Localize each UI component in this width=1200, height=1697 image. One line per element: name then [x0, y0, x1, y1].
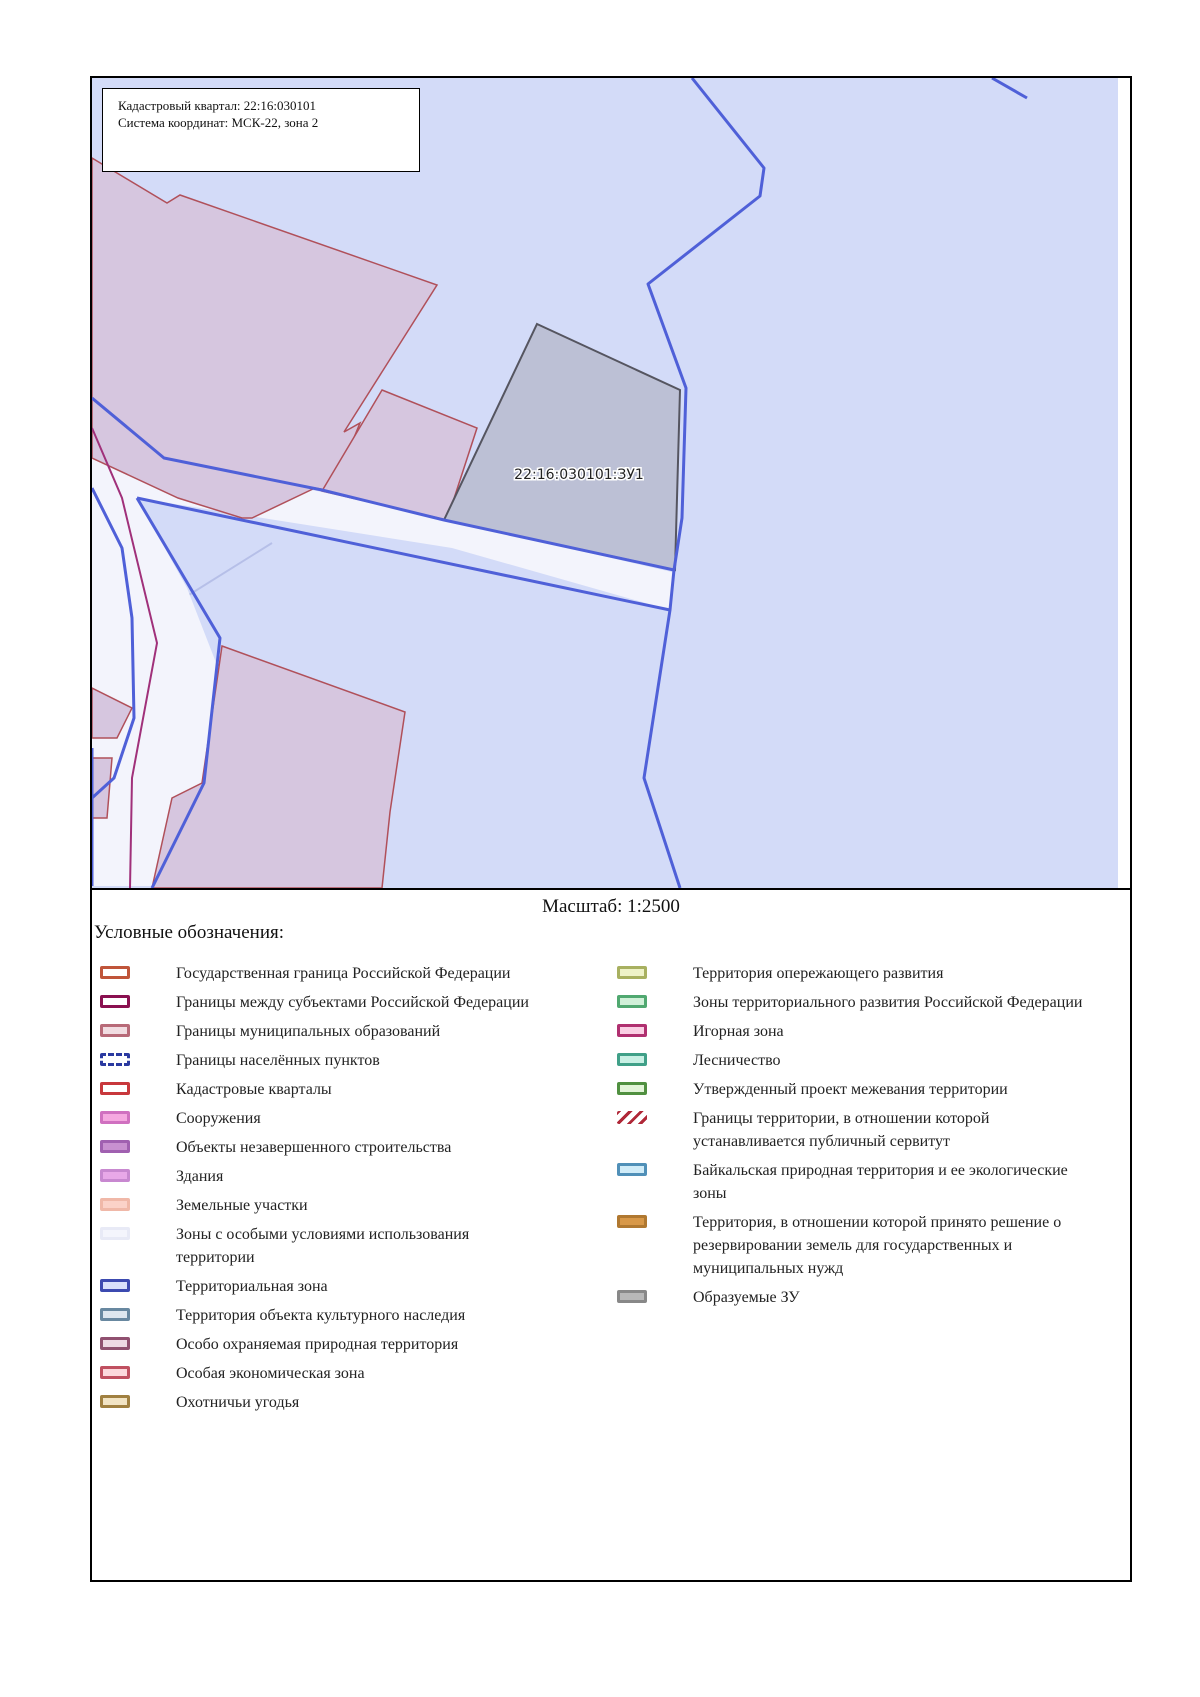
hunting-grounds-icon [100, 1395, 130, 1408]
cultural-heritage-icon [100, 1308, 130, 1321]
legend-item-label: Охотничьи угодья [176, 1394, 300, 1411]
easement-icon [617, 1111, 647, 1124]
legend-item [100, 1078, 540, 1101]
forestry-icon [617, 1053, 647, 1066]
parcel-label: 22:16:030101:ЗУ1 [514, 467, 644, 483]
gambling-zone-icon [617, 1024, 647, 1037]
cadastral-map[interactable] [92, 78, 1130, 890]
building-icon [100, 1169, 130, 1182]
legend-item-label: Границы населённых пунктов [176, 1052, 380, 1069]
legend-item-label: Границы муниципальных образований [176, 1023, 441, 1040]
territorial-development-icon [617, 995, 647, 1008]
protected-area-icon [100, 1337, 130, 1350]
legend-item [100, 1165, 540, 1188]
state-border-icon [100, 966, 130, 979]
legend-item [617, 991, 1087, 1014]
legend-item-label: Байкальская природная территория и ее экологические зоны [693, 1162, 1068, 1202]
legend-item-label: Особо охраняемая природная территория [176, 1336, 459, 1353]
legend-item-label: Кадастровые кварталы [176, 1081, 332, 1098]
legend-left-column [100, 962, 540, 1420]
coordinate-system-text: Система координат: МСК-22, зона 2 [118, 115, 319, 130]
planned-parcel-icon [617, 1290, 647, 1303]
legend-item [100, 1136, 540, 1159]
legend-item [617, 1078, 1087, 1101]
legend-item [100, 962, 540, 985]
legend-item-label: Игорная зона [693, 1023, 784, 1040]
subject-border-icon [100, 995, 130, 1008]
legend-item-label: Территориальная зона [176, 1278, 328, 1295]
settlement-border-icon [100, 1053, 130, 1066]
advanced-development-icon [617, 966, 647, 979]
legend-item-label: Здания [176, 1168, 224, 1185]
legend-item-label: Зоны территориального развития Российской Федерации [693, 994, 1083, 1011]
reserved-lands-icon [617, 1215, 647, 1228]
legend-item [617, 1159, 1087, 1205]
legend-item [100, 1107, 540, 1130]
map-edge-gap [1118, 78, 1130, 888]
legend-item [617, 962, 1087, 985]
legend-item [100, 991, 540, 1014]
cadastral-quarter-text: Кадастровый квартал: 22:16:030101 [118, 98, 317, 113]
legend-item [100, 1194, 540, 1217]
legend-item [100, 1049, 540, 1072]
legend-item [100, 1333, 540, 1356]
sheet-frame [90, 76, 1132, 1582]
legend-item [100, 1362, 540, 1385]
legend-item-label: Особая экономическая зона [176, 1365, 365, 1382]
legend-right-column [617, 962, 1087, 1315]
map-scale: Масштаб: 1:2500 [542, 896, 680, 917]
legend-item-label: Территория, в отношении которой принято решение о резервировании земель для государственных и муниципальных нужд [693, 1214, 1062, 1277]
baikal-territory-icon [617, 1163, 647, 1176]
legend-title: Условные обозначения: [94, 922, 285, 943]
legend-item-label: Зоны с особыми условиями использования территории [176, 1226, 470, 1266]
structure-icon [100, 1111, 130, 1124]
legend-item-label: Границы территории, в отношении которой устанавливается публичный сервитут [693, 1110, 990, 1150]
survey-project-icon [617, 1082, 647, 1095]
economic-zone-icon [100, 1366, 130, 1379]
territorial-zone-icon [100, 1279, 130, 1292]
cadastral-quarter-icon [100, 1082, 130, 1095]
legend-item [617, 1286, 1087, 1309]
legend-item-label: Образуемые ЗУ [693, 1289, 800, 1306]
legend-item [100, 1020, 540, 1043]
legend-item-label: Объекты незавершенного строительства [176, 1139, 452, 1156]
legend-item-label: Территория опережающего развития [693, 965, 944, 982]
land-plot-icon [100, 1198, 130, 1211]
legend-item [617, 1211, 1087, 1280]
legend-item [617, 1107, 1087, 1153]
legend-item [617, 1020, 1087, 1043]
legend-item [100, 1223, 540, 1269]
municipal-border-icon [100, 1024, 130, 1037]
legend-item [100, 1391, 540, 1414]
legend-item-label: Утвержденный проект межевания территории [693, 1081, 1008, 1098]
legend-item [617, 1049, 1087, 1072]
map-canvas [92, 78, 1130, 888]
special-zone-icon [100, 1227, 130, 1240]
legend-item-label: Границы между субъектами Российской Федерации [176, 994, 529, 1011]
unfinished-construction-icon [100, 1140, 130, 1153]
legend-item-label: Лесничество [693, 1052, 781, 1069]
legend-item [100, 1304, 540, 1327]
legend-item-label: Территория объекта культурного наследия [176, 1307, 466, 1324]
map-info-box [102, 88, 420, 172]
legend-item-label: Земельные участки [176, 1197, 308, 1214]
legend-item-label: Сооружения [176, 1110, 261, 1127]
legend-item [100, 1275, 540, 1298]
legend-item-label: Государственная граница Российской Федерации [176, 965, 511, 982]
